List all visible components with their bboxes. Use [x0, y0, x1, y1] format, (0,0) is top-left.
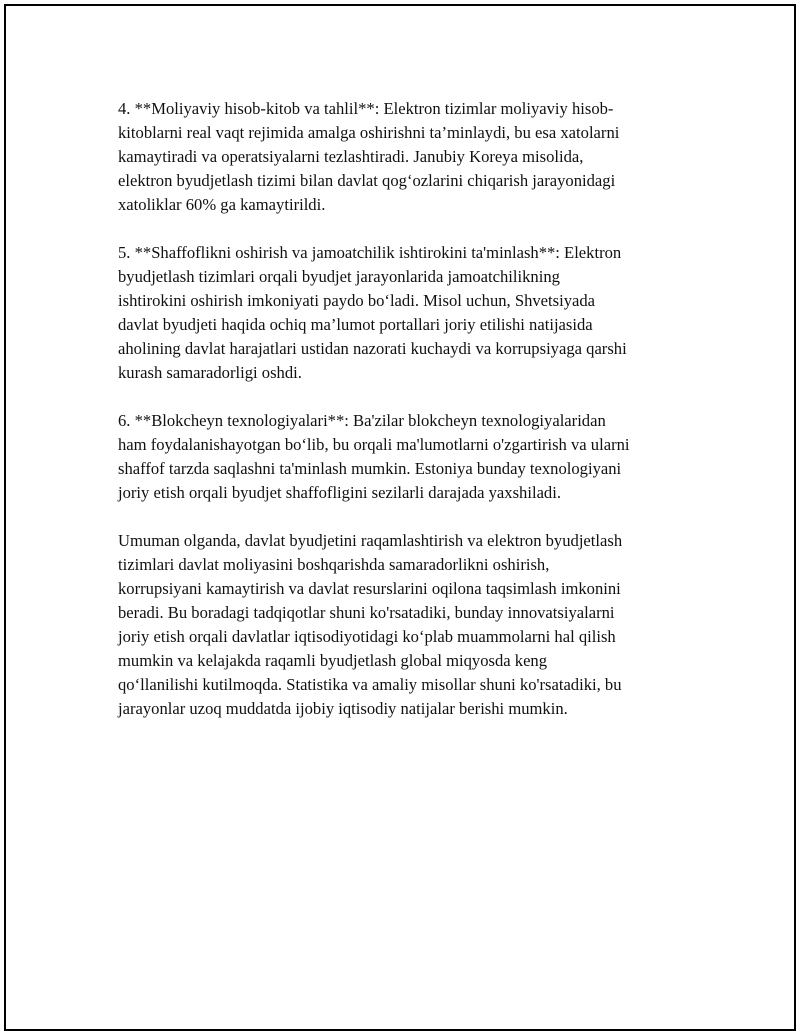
text-line: kamaytiradi va operatsiyalarni tezlashtiradi. Janubiy Koreya misolida, — [118, 147, 584, 166]
text-line: joriy etish orqali davlatlar iqtisodiyotidagi ko‘plab muammolarni hal qilish — [118, 627, 616, 646]
text-line: shaffof tarzda saqlashni ta'minlash mumkin. Estoniya bunday texnologiyani — [118, 459, 622, 478]
text-line: qo‘llanilishi kutilmoqda. Statistika va amaliy misollar shuni ko'rsatadiki, bu — [118, 675, 622, 694]
text-line: kitoblarni real vaqt rejimida amalga oshirishni ta’minlaydi, bu esa xatolarni — [118, 123, 620, 142]
text-line: ishtirokini oshirish imkoniyati paydo bo‘ladi. Misol uchun, Shvetsiyada — [118, 291, 596, 310]
text-line: 6. **Blokcheyn texnologiyalari**: Ba'zilar blokcheyn texnologiyalaridan — [118, 411, 606, 430]
text-line: jarayonlar uzoq muddatda ijobiy iqtisodiy natijalar berishi mumkin. — [118, 699, 568, 718]
text-line: kurash samaradorligi oshdi. — [118, 363, 302, 382]
text-line: mumkin va kelajakda raqamli byudjetlash global miqyosda keng — [118, 651, 548, 670]
text-line: 4. **Moliyaviy hisob-kitob va tahlil**: Elektron tizimlar moliyaviy hisob- — [118, 99, 614, 118]
text-line: joriy etish orqali byudjet shaffofligini sezilarli darajada yaxshiladi. — [118, 483, 561, 502]
text-line: Umuman olganda, davlat byudjetini raqamlashtirish va elektron byudjetlash — [118, 531, 623, 550]
text-line: aholining davlat harajatlari ustidan nazorati kuchaydi va korrupsiyaga qarshi — [118, 339, 627, 358]
text-line: xatoliklar 60% ga kamaytirildi. — [118, 195, 326, 214]
text-line: beradi. Bu boradagi tadqiqotlar shuni ko'rsatadiki, bunday innovatsiyalarni — [118, 603, 615, 622]
document-body — [118, 97, 678, 745]
paragraph-transparency — [118, 241, 678, 385]
paragraph-conclusion — [118, 529, 678, 721]
text-line: byudjetlash tizimlari orqali byudjet jarayonlarida jamoatchilikning — [118, 267, 560, 286]
text-line: davlat byudjeti haqida ochiq ma’lumot portallari joriy etilishi natijasida — [118, 315, 593, 334]
text-line: tizimlari davlat moliyasini boshqarishda samaradorlikni oshirish, — [118, 555, 550, 574]
paragraph-financial-accounting — [118, 97, 678, 217]
document-page — [4, 4, 796, 1031]
text-line: elektron byudjetlash tizimi bilan davlat qog‘ozlarini chiqarish jarayonidagi — [118, 171, 616, 190]
text-line: korrupsiyani kamaytirish va davlat resurslarini oqilona taqsimlash imkonini — [118, 579, 621, 598]
paragraph-blockchain — [118, 409, 678, 505]
text-line: 5. **Shaffoflikni oshirish va jamoatchilik ishtirokini ta'minlash**: Elektron — [118, 243, 622, 262]
text-line: ham foydalanishayotgan bo‘lib, bu orqali ma'lumotlarni o'zgartirish va ularni — [118, 435, 630, 454]
